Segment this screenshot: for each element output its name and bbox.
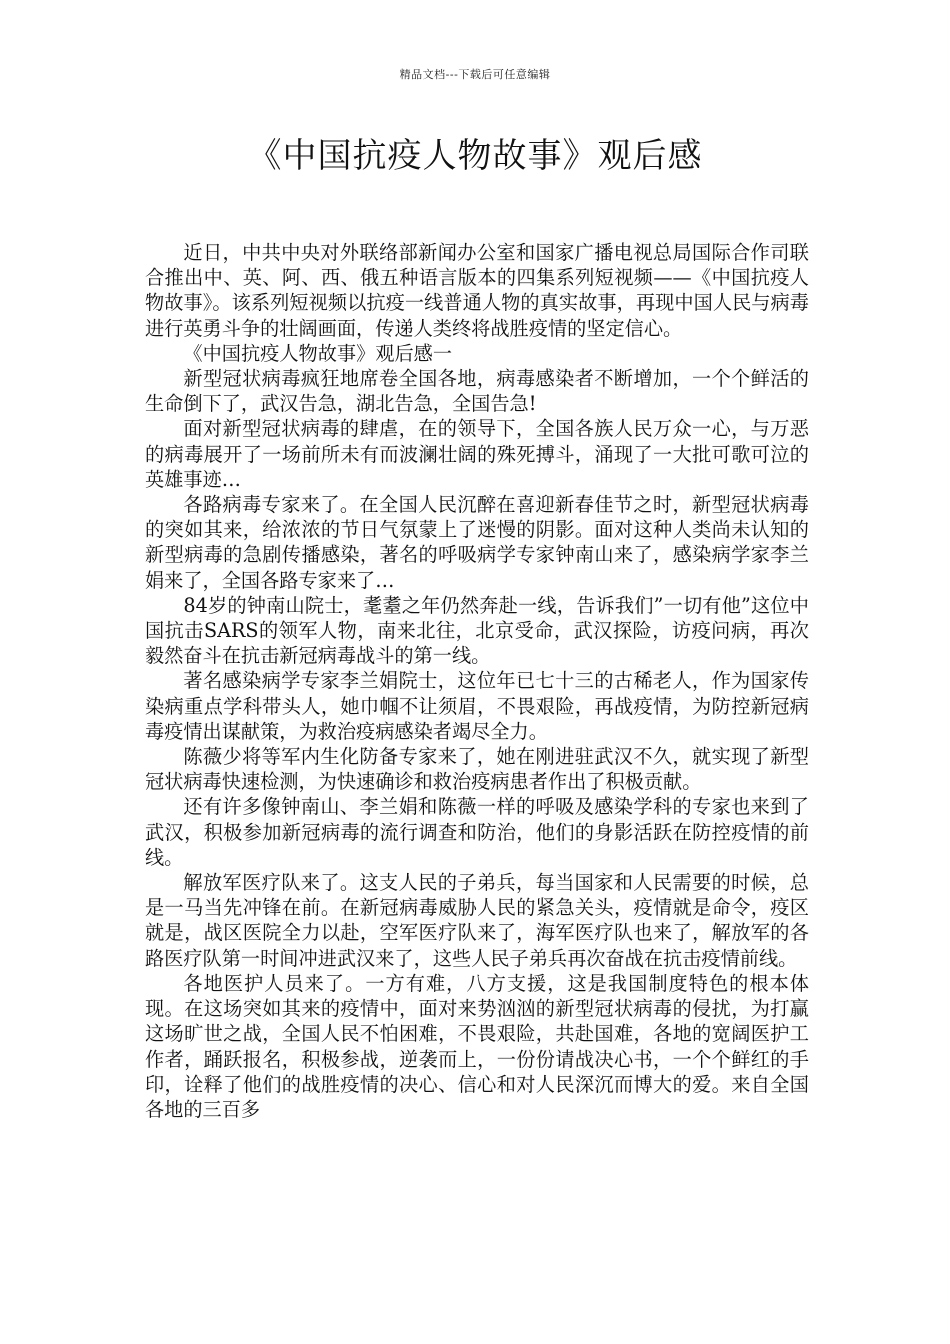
paragraph: 近日，中共中央对外联络部新闻办公室和国家广播电视总局国际合作司联合推出中、英、阿、西、俄五种语言版本的四集系列短视频——《中国抗疫人物故事》。该系列短视频以抗疫一线普通人物的真实故事，再现中国人民与病毒进行英勇斗争的壮阔画面，传递人类终将战胜疫情的坚定信心。: [145, 241, 809, 340]
document-title: 《中国抗疫人物故事》观后感: [247, 136, 703, 176]
paragraph: 各地医护人员来了。一方有难，八方支援，这是我国制度特色的根本体现。在这场突如其来的疫情中，面对来势汹汹的新型冠状病毒的侵扰，为打赢这场旷世之战，全国人民不怕困难，不畏艰险，共赴国难，各地的宽阔医护工作者，踊跃报名，积极参战，逆袭而上，一份份请战决心书，一个个鲜红的手印，诠释了他们的战胜疫情的决心、信心和对人民深沉而博大的爱。来自全国各地的三百多: [145, 971, 809, 1121]
header-note: 精品文档---下载后可任意编辑: [399, 68, 551, 81]
paragraph: 各路病毒专家来了。在全国人民沉醉在喜迎新春佳节之时，新型冠状病毒的突如其来，给浓浓的节日气氛蒙上了迷慢的阴影。面对这种人类尚未认知的新型病毒的急剧传播感染，著名的呼吸病学专家钟南山来了，感染病学家李兰娟来了，全国各路专家来了…: [145, 493, 809, 592]
section-heading: 《中国抗疫人物故事》观后感一: [183, 341, 453, 365]
paragraph: 著名感染病学专家李兰娟院士，这位年已七十三的古稀老人，作为国家传染病重点学科带头人，她巾帼不让须眉，不畏艰险，再战疫情，为防控新冠病毒疫情出谋献策，为救治疫病感染者竭尽全力。: [145, 669, 809, 743]
document-body: [145, 240, 809, 1122]
paragraph: 面对新型冠状病毒的肆虐，在的领导下，全国各族人民万众一心，与万恶的病毒展开了一场前所未有而波澜壮阔的殊死搏斗，涌现了一大批可歌可泣的英雄事迹…: [145, 417, 809, 491]
paragraph: 还有许多像钟南山、李兰娟和陈薇一样的呼吸及感染学科的专家也来到了武汉，积极参加新冠病毒的流行调查和防治，他们的身影活跃在防控疫情的前线。: [145, 795, 809, 869]
paragraph: 84岁的钟南山院士，耄耋之年仍然奔赴一线，告诉我们”一切有他”这位中国抗击SARS的领军人物，南来北往，北京受命，武汉探险，访疫问病，再次毅然奋斗在抗击新冠病毒战斗的第一线。: [145, 593, 809, 668]
paragraph: 新型冠状病毒疯狂地席卷全国各地，病毒感染者不断增加，一个个鲜活的生命倒下了，武汉告急，湖北告急，全国告急!: [145, 367, 809, 416]
paragraph: 解放军医疗队来了。这支人民的子弟兵，每当国家和人民需要的时候，总是一马当先冲锋在前。在新冠病毒威胁人民的紧急关头，疫情就是命令，疫区就是，战区医院全力以赴，空军医疗队来了，海军医疗队也来了，解放军的各路医疗队第一时间冲进武汉来了，这些人民子弟兵再次奋战在抗击疫情前线。: [145, 871, 809, 970]
paragraph: 陈薇少将等军内生化防备专家来了，她在刚进驻武汉不久，就实现了新型冠状病毒快速检测，为快速确诊和救治疫病患者作出了积极贡献。: [145, 745, 809, 794]
